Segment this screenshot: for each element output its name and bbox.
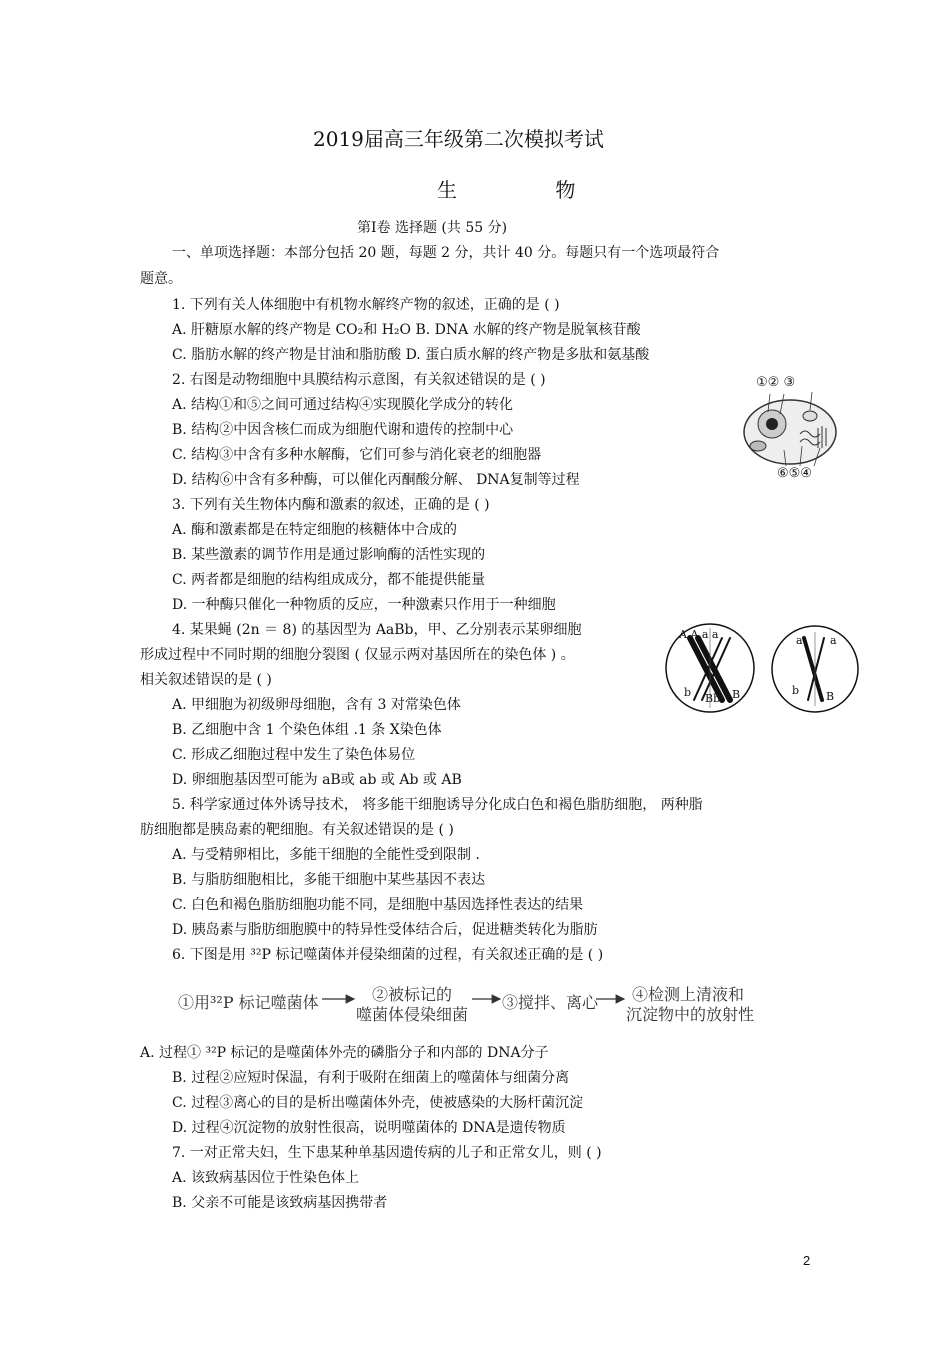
flow-step-4a: ④检测上清液和 [632, 985, 745, 1004]
cell-label-top: ①② ③ [756, 375, 796, 390]
option: B. 父亲不可能是该致病基因携带者 [172, 1195, 388, 1211]
intro-line: 题意。 [140, 271, 182, 287]
flow-step-3: ③搅拌、离心 [502, 993, 599, 1012]
question-stem: 肪细胞都是胰岛素的靶细胞。有关叙述错误的是 ( ) [140, 822, 454, 838]
option: B. 与脂肪细胞相比，多能干细胞中某些基因不表达 [172, 872, 486, 888]
option: B. 乙细胞中含 1 个染色体组 .1 条 X染色体 [172, 722, 442, 738]
option: C. 结构③中含有多种水解酶，它们可参与消化衰老的细胞器 [172, 447, 542, 463]
option: C. 两者都是细胞的结构组成成分，都不能提供能量 [172, 572, 486, 588]
question-stem: 4. 某果蝇 (2n ＝ 8) 的基因型为 AaBb，甲、乙分别表示某卵细胞 [172, 622, 582, 638]
intro-line: 一、单项选择题：本部分包括 20 题，每题 2 分，共计 40 分。每题只有一个选项最符合 [172, 245, 720, 261]
option: D. 卵细胞基因型可能为 aB或 ab 或 Ab 或 AB [172, 772, 462, 788]
option: B. 结构②中因含核仁而成为细胞代谢和遗传的控制中心 [172, 422, 514, 438]
subject-title: 生 物 [437, 178, 622, 202]
question-stem: 6. 下图是用 ³²P 标记噬菌体并侵染细菌的过程，有关叙述正确的是 ( ) [172, 947, 604, 963]
flow-step-1: ①用³²P 标记噬菌体 [178, 993, 319, 1012]
option: A. 酶和激素都是在特定细胞的核糖体中合成的 [172, 522, 458, 538]
option: D. 过程④沉淀物的放射性很高，说明噬菌体的 DNA是遗传物质 [172, 1120, 566, 1136]
question-stem: 相关叙述错误的是 ( ) [140, 672, 272, 688]
question-stem: 形成过程中不同时期的细胞分裂图 ( 仅显示两对基因所在的染色体 ) 。 [140, 647, 575, 663]
option: B. 某些激素的调节作用是通过影响酶的活性实现的 [172, 547, 486, 563]
flow-step-2a: ②被标记的 [372, 985, 453, 1004]
option: A. 过程① ³²P 标记的是噬菌体外壳的磷脂分子和内部的 DNA分子 [140, 1045, 549, 1061]
option: A. 该致病基因位于性染色体上 [172, 1170, 360, 1186]
page-number: 2 [803, 1253, 811, 1268]
option: D. 一种酶只催化一种物质的反应，一种激素只作用于一种细胞 [172, 597, 556, 613]
cell-label-bottom: ⑥⑤④ [777, 466, 812, 481]
option: B. 过程②应短时保温，有利于吸附在细菌上的噬菌体与细菌分离 [172, 1070, 570, 1086]
exam-title: 2019届高三年级第二次模拟考试 [313, 127, 604, 151]
allele-label: b [792, 684, 800, 697]
option: D. 结构⑥中含有多种酶，可以催化丙酮酸分解、 DNA复制等过程 [172, 472, 580, 488]
option: A. 甲细胞为初级卵母细胞，含有 3 对常染色体 [172, 697, 461, 713]
option: A. 肝糖原水解的终产物是 CO₂和 H₂O B. DNA 水解的终产物是脱氧核苷酸 [172, 322, 641, 338]
allele-label: b [684, 686, 692, 699]
option: A. 结构①和⑤之间可通过结构④实现膜化学成分的转化 [172, 397, 514, 413]
question-stem: 7. 一对正常夫妇，生下患某种单基因遗传病的儿子和正常女儿，则 ( ) [172, 1145, 602, 1161]
option: C. 脂肪水解的终产物是甘油和脂肪酸 D. 蛋白质水解的终产物是多肽和氨基酸 [172, 347, 650, 363]
allele-label: Bb [705, 692, 721, 705]
allele-label: a [796, 634, 803, 647]
allele-label: A A a a [679, 628, 719, 641]
option: C. 白色和褐色脂肪细胞功能不同，是细胞中基因选择性表达的结果 [172, 897, 584, 913]
section-heading: 第Ⅰ卷 选择题 (共 55 分) [357, 220, 508, 236]
flow-step-4b: 沉淀物中的放射性 [626, 1005, 755, 1024]
option: C. 形成乙细胞过程中发生了染色体易位 [172, 747, 416, 763]
allele-label: a [830, 634, 837, 647]
flow-step-2b: 噬菌体侵染细菌 [356, 1005, 469, 1024]
question-stem: 2. 右图是动物细胞中具膜结构示意图，有关叙述错误的是 ( ) [172, 372, 546, 388]
allele-label: B [732, 688, 741, 701]
option: A. 与受精卵相比，多能干细胞的全能性受到限制 . [172, 847, 480, 863]
question-stem: 5. 科学家通过体外诱导技术， 将多能干细胞诱导分化成白色和褐色脂肪细胞， 两种脂 [172, 797, 703, 813]
allele-label: B [826, 690, 835, 703]
question-stem: 3. 下列有关生物体内酶和激素的叙述，正确的是 ( ) [172, 497, 490, 513]
option: D. 胰岛素与脂肪细胞膜中的特异性受体结合后，促进糖类转化为脂肪 [172, 922, 598, 938]
option: C. 过程③离心的目的是析出噬菌体外壳，使被感染的大肠杆菌沉淀 [172, 1095, 584, 1111]
question-stem: 1. 下列有关人体细胞中有机物水解终产物的叙述，正确的是 ( ) [172, 297, 560, 313]
